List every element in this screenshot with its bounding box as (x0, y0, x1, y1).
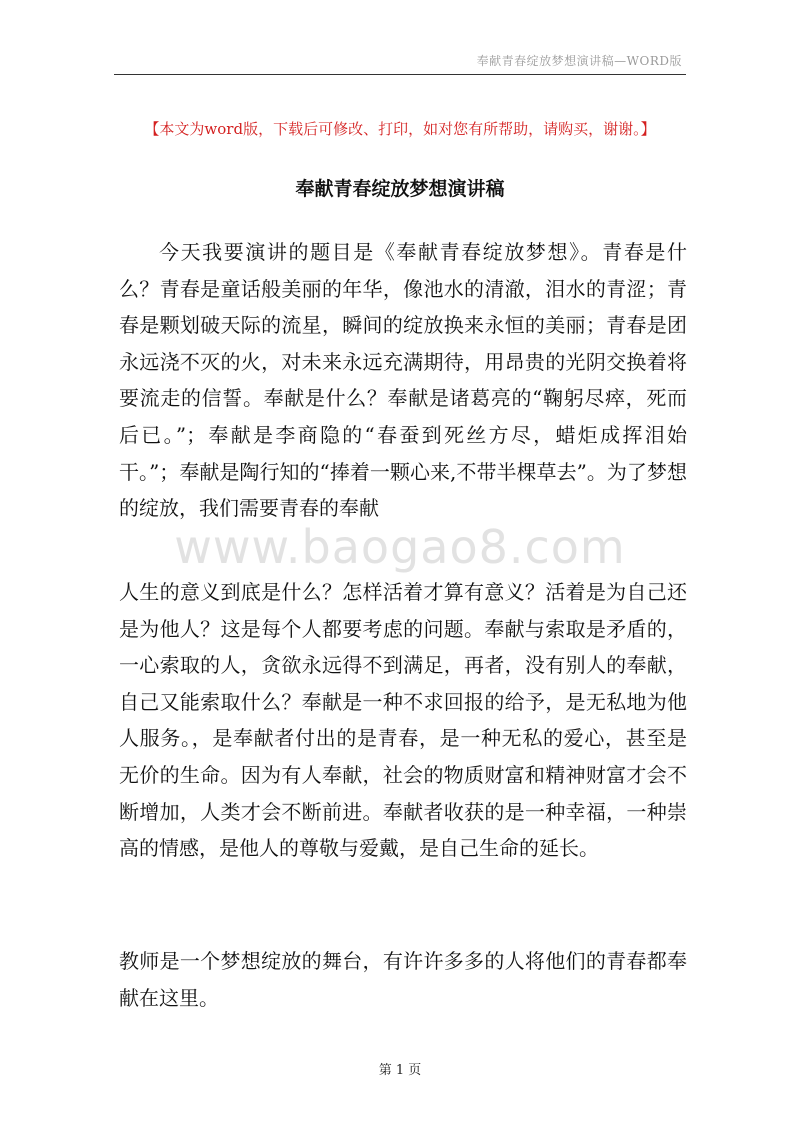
download-notice: 【本文为word版，下载后可修改、打印，如对您有所帮助，请购买，谢谢。】 (144, 120, 656, 138)
paragraph-1: 今天我要演讲的题目是《奉献青春绽放梦想》。青春是什么？青春是童话般美丽的年华，像池水的清澈，泪水的青涩；青春是颗划破天际的流星，瞬间的绽放换来永恒的美丽；青春是团永远浇不灭的火，对未来永远充满期待，用昂贵的光阴交换着将要流走的信誓。奉献是什么？奉献是诸葛亮的“鞠躬尽瘁，死而后已。”；奉献是李商隐的“春蚕到死丝方尽，蜡炬成挥泪始干。”；奉献是陶行知的“捧着一颗心来,不带半棵草去”。为了梦想的绽放，我们需要青春的奉献 (119, 240, 687, 521)
running-header: 奉献青春绽放梦想演讲稿—WORD版 (476, 54, 682, 68)
watermark: www.baogao8.com (174, 520, 626, 574)
header-divider (114, 74, 686, 75)
paragraph-3: 教师是一个梦想绽放的舞台，有许许多多的人将他们的青春都奉献在这里。 (119, 949, 687, 1010)
page-number: 第 1 页 (378, 1063, 422, 1078)
paragraph-2: 人生的意义到底是什么？怎样活着才算有意义？活着是为自己还是为他人？这是每个人都要考虑的问题。奉献与索取是矛盾的，一心索取的人，贪欲永远得不到满足，再者，没有别人的奉献，自己又能索取什么？奉献是一种不求回报的给予，是无私地为他人服务。，是奉献者付出的是青春，是一种无私的爱心，甚至是无价的生命。因为有人奉献，社会的物质财富和精神财富才会不断增加，人类才会不断前进。奉献者收获的是一种幸福，一种崇高的情感，是他人的尊敬与爱戴，是自己生命的延长。 (119, 580, 687, 861)
document-title: 奉献青春绽放梦想演讲稿 (295, 178, 505, 200)
